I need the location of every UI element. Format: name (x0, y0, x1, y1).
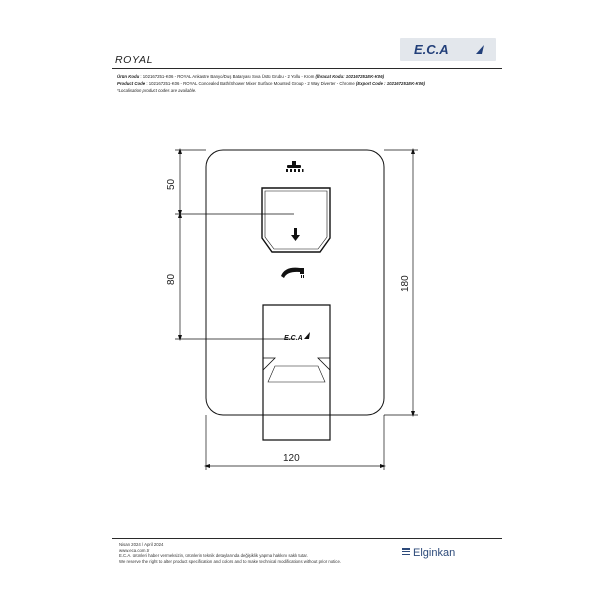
arrow-180-bottom (411, 411, 415, 417)
arrow-180-top (411, 148, 415, 154)
dim-label-50: 50 (166, 178, 177, 190)
product-title: ROYAL (115, 54, 154, 66)
product-code-en-value: : 102167251-K06 - ROYAL Concealed Bath/Shower Mixer Surface Mounted Group - 2 Way Diverter - Chrome (146, 81, 355, 86)
shower-head-icon (286, 161, 304, 172)
footer-text (119, 542, 341, 564)
arrow-120-left (204, 464, 210, 468)
product-code-en-label: Product Code (117, 81, 146, 86)
arrow-50-top (178, 148, 182, 154)
bath-spout-icon (281, 268, 304, 278)
dim-label-180: 180 (400, 275, 411, 292)
footer-rights-tr: E.C.A. ürünleri haber vermeksizin, ürünlerin teknik detaylarında değişiklik yapma hakkını saklı tutar. (119, 553, 308, 558)
lever-body-outline (263, 305, 330, 440)
lever-logo-mark-icon (304, 332, 310, 339)
elginkan-logo-icon (402, 548, 410, 557)
lever-side-left (263, 358, 275, 370)
footer-date: Nisan 2024 / April 2024 (119, 542, 164, 547)
product-code-tr-label: Ürün Kodu (117, 74, 140, 79)
lever-face-inner (268, 366, 325, 382)
dim-label-120: 120 (283, 453, 300, 464)
dim-label-80: 80 (166, 273, 177, 285)
localisation-note: *Localisation product codes are available. (117, 88, 197, 93)
footer-rights-en: We reserve the right to alter product specification and colors and to make technical modifications without prior notice. (119, 558, 342, 564)
lever-side-right (318, 358, 330, 370)
arrow-120-right (380, 464, 386, 468)
elginkan-brand (402, 547, 455, 559)
lever-logo: E.C.A (284, 335, 303, 342)
diverter-recess-outline (262, 188, 330, 252)
product-code-tr-value: : 102167251-K06 - ROYAL Ankastre Banyo/Duş Bataryası Sıva Üstü Grubu - 2 Yollu - Krom (140, 74, 315, 79)
elginkan-brand-text: Elginkan (413, 547, 456, 559)
diverter-arrow-icon (291, 228, 300, 241)
eca-logo-text: E.C.A (414, 42, 449, 57)
export-code-en: (Export Code : 102167251EK-K06) (355, 81, 425, 86)
arrow-80-top (178, 212, 182, 218)
footer-divider (112, 538, 502, 539)
export-code-tr: (İhracat Kodu: 102167251EK-K06) (315, 74, 385, 79)
arrow-80-bottom (178, 335, 182, 341)
footer-web: www.eca.com.tr (119, 547, 150, 553)
wall-plate-outline (206, 150, 384, 415)
